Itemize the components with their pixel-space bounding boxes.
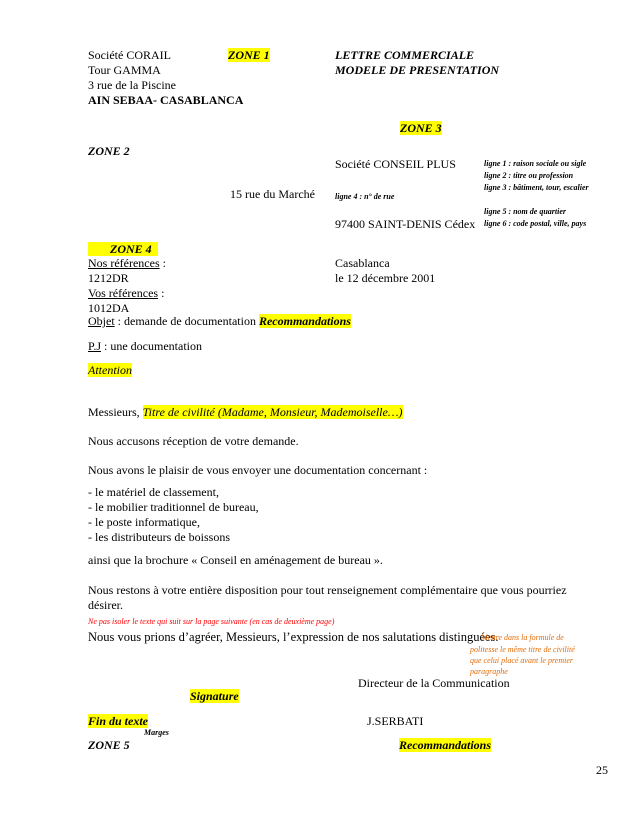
object-recommendations: Recommandations (258, 314, 351, 328)
zone-2-label: ZONE 2 (88, 144, 130, 158)
object-line: Objet : demande de documentation Recommandations (88, 314, 351, 328)
address-note-2: ligne 2 : titre ou profession (484, 171, 574, 180)
recipient-city: 97400 SAINT-DENIS Cédex (335, 217, 476, 231)
footer-recommendations: Recommandations (399, 738, 492, 752)
recipient-street: 15 rue du Marché (230, 187, 315, 201)
your-references-label: Vos références (88, 286, 159, 300)
sender-line-4: AIN SEBAA- CASABLANCA (88, 93, 244, 107)
your-references-value: 1012DA (88, 301, 130, 315)
page-break-warning: Ne pas isoler le texte qui suit sur la page suivante (en cas de deuxième page) (88, 617, 335, 626)
sender-line-1: Société CORAIL (88, 48, 171, 62)
our-references: Nos références : (88, 256, 166, 270)
pj-line: P.J : une documentation (88, 339, 202, 353)
address-note-1: ligne 1 : raison sociale ou sigle (484, 159, 587, 168)
signature-label: Signature (190, 689, 239, 703)
list-item: - le mobilier traditionnel de bureau, (88, 500, 259, 514)
closing-formula: Nous vous prions d’agréer, Messieurs, l’expression de nos salutations distinguées. (88, 630, 499, 644)
zone-5-label: ZONE 5 (88, 738, 130, 752)
signatory-role: Directeur de la Communication (358, 676, 510, 690)
body-paragraph-4-line-1: Nous restons à votre entière disposition pour tout renseignement complémentaire que vous pourriez (88, 583, 567, 597)
zone-4-label: ZONE 4 (88, 242, 158, 256)
body-paragraph-1: Nous accusons réception de votre demande. (88, 434, 299, 448)
salutation-line: Messieurs, Titre de civilité (Madame, Monsieur, Mademoiselle…) (88, 405, 403, 419)
page-number: 25 (596, 763, 608, 777)
zone-3-label: ZONE 3 (400, 121, 442, 135)
date: le 12 décembre 2001 (335, 271, 436, 285)
signatory-name: J.SERBATI (367, 714, 424, 728)
body-paragraph-3: ainsi que la brochure « Conseil en aménagement de bureau ». (88, 553, 383, 567)
body-paragraph-2: Nous avons le plaisir de vous envoyer une documentation concernant : (88, 463, 428, 477)
closing-note-4: paragraphe (470, 667, 508, 676)
closing-note-3: que celui placé avant le premier (470, 656, 573, 665)
recipient-name: Société CONSEIL PLUS (335, 157, 456, 171)
civility-hint: Titre de civilité (Madame, Monsieur, Mademoiselle…) (142, 405, 403, 419)
closing-note-2: politesse le même titre de civilité (470, 645, 575, 654)
end-of-text-label: Fin du texte (88, 714, 149, 728)
our-references-value: 1212DR (88, 271, 129, 285)
list-item: - le poste informatique, (88, 515, 200, 529)
pj-label: P.J (88, 339, 102, 353)
address-note-4: ligne 4 : n° de rue (335, 192, 395, 201)
closing-note-1: Mettre dans la formule de (481, 633, 564, 642)
attention-label: Attention (88, 363, 132, 377)
zone-1-label: ZONE 1 (228, 48, 270, 62)
sender-line-2: Tour GAMMA (88, 63, 161, 77)
our-references-label: Nos références (88, 256, 160, 270)
title-line-2: MODELE DE PRESENTATION (335, 63, 500, 77)
address-note-5: ligne 5 : nom de quartier (484, 207, 567, 216)
address-note-6: ligne 6 : code postal, ville, pays (484, 219, 587, 228)
address-note-3: ligne 3 : bâtiment, tour, escalier (484, 183, 589, 192)
title-line-1: LETTRE COMMERCIALE (335, 48, 475, 62)
list-item: - le matériel de classement, (88, 485, 219, 499)
list-item: - les distributeurs de boissons (88, 530, 230, 544)
object-label: Objet (88, 314, 115, 328)
sender-line-3: 3 rue de la Piscine (88, 78, 176, 92)
your-references: Vos références : (88, 286, 165, 300)
place: Casablanca (335, 256, 390, 270)
body-paragraph-4-line-2: désirer. (88, 598, 123, 612)
margins-label: Marges (144, 728, 169, 737)
